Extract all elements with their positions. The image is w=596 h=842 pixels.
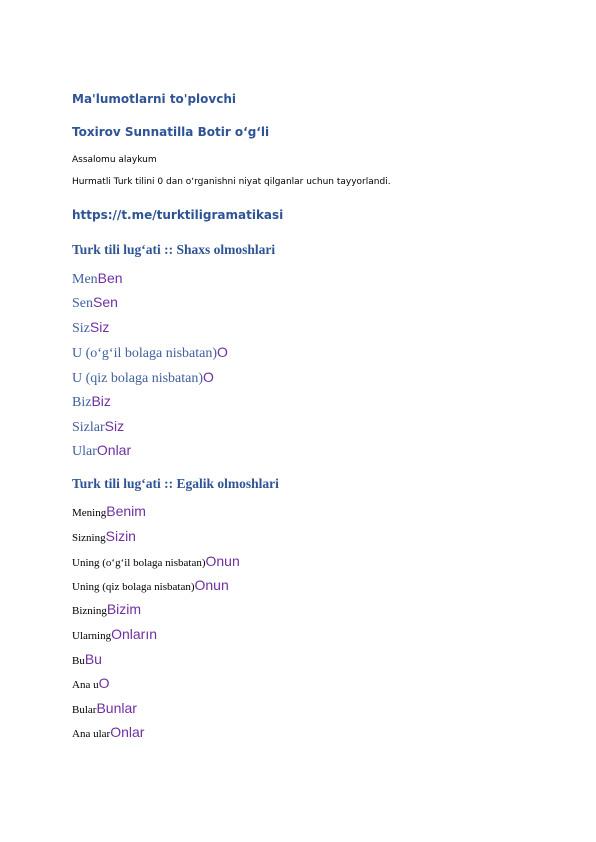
turkish-word: Biz xyxy=(91,393,111,409)
uzbek-word: Sizning xyxy=(72,532,106,544)
uzbek-word: Men xyxy=(72,272,98,287)
list-item xyxy=(72,601,141,619)
uzbek-word: Bizning xyxy=(72,605,107,617)
uzbek-word: Uning (o‘g‘il bolaga nisbatan) xyxy=(72,557,206,569)
turkish-word: Onların xyxy=(111,626,158,642)
list-item xyxy=(72,344,228,362)
list-item xyxy=(72,700,137,718)
list-item xyxy=(72,528,136,546)
uzbek-word: Bular xyxy=(72,704,97,716)
list-item xyxy=(72,294,118,312)
turkish-word: Bizim xyxy=(106,601,142,617)
section-title-personal-pronouns: Turk tili lug‘ati :: Shaxs olmoshlari xyxy=(72,242,276,257)
list-item xyxy=(72,369,214,387)
list-item xyxy=(72,675,109,693)
uzbek-word: Biz xyxy=(72,395,92,410)
list-item xyxy=(72,418,124,436)
turkish-word: Siz xyxy=(104,418,125,434)
intro-text: Hurmatli Turk tilini 0 dan o‘rganishni niyat qilganlar uchun tayyorlandi. xyxy=(72,177,391,187)
turkish-word: O xyxy=(98,675,110,691)
uzbek-word: U (qiz bolaga nisbatan) xyxy=(72,371,204,386)
turkish-word: Benim xyxy=(106,503,146,519)
author-name: Toxirov Sunnatilla Botir o‘g‘li xyxy=(72,125,270,139)
uzbek-word: Mening xyxy=(72,507,107,519)
list-item xyxy=(72,319,109,337)
turkish-word: Onlar xyxy=(96,442,132,458)
turkish-word: Sizin xyxy=(105,528,136,544)
turkish-word: Siz xyxy=(89,319,110,335)
turkish-word: Bunlar xyxy=(96,700,137,716)
uzbek-word: Sen xyxy=(72,296,93,311)
list-item xyxy=(72,393,111,411)
list-item xyxy=(72,724,144,742)
uzbek-word: U (o‘g‘il bolaga nisbatan) xyxy=(72,346,218,361)
compiler-heading: Ma'lumotlarni to'plovchi xyxy=(72,92,237,106)
turkish-word: Onlar xyxy=(110,724,145,740)
list-item xyxy=(72,553,240,571)
uzbek-word: Ularning xyxy=(72,630,112,642)
list-item xyxy=(72,577,229,595)
turkish-word: Ben xyxy=(97,270,123,286)
turkish-word: O xyxy=(203,369,214,385)
section-title-possessive-pronouns: Turk tili lug‘ati :: Egalik olmoshlari xyxy=(72,476,279,491)
turkish-word: Bu xyxy=(84,651,102,667)
turkish-word: O xyxy=(217,344,228,360)
uzbek-word: Ular xyxy=(72,444,97,459)
list-item xyxy=(72,626,157,644)
list-item xyxy=(72,442,131,460)
turkish-word: Onun xyxy=(205,553,240,569)
uzbek-word: Siz xyxy=(72,321,90,336)
list-item xyxy=(72,651,102,669)
uzbek-word: Uning (qiz bolaga nisbatan) xyxy=(72,581,195,593)
greeting-text: Assalomu alaykum xyxy=(72,155,157,165)
turkish-word: Onun xyxy=(194,577,229,593)
uzbek-word: Ana ular xyxy=(72,728,111,740)
turkish-word: Sen xyxy=(93,294,118,310)
uzbek-word: Ana u xyxy=(72,679,99,691)
telegram-link[interactable]: https://t.me/turktiligramatikasi xyxy=(72,208,284,222)
list-item xyxy=(72,503,146,521)
list-item xyxy=(72,270,123,288)
uzbek-word: Sizlar xyxy=(72,420,105,435)
uzbek-word: Bu xyxy=(72,655,85,667)
